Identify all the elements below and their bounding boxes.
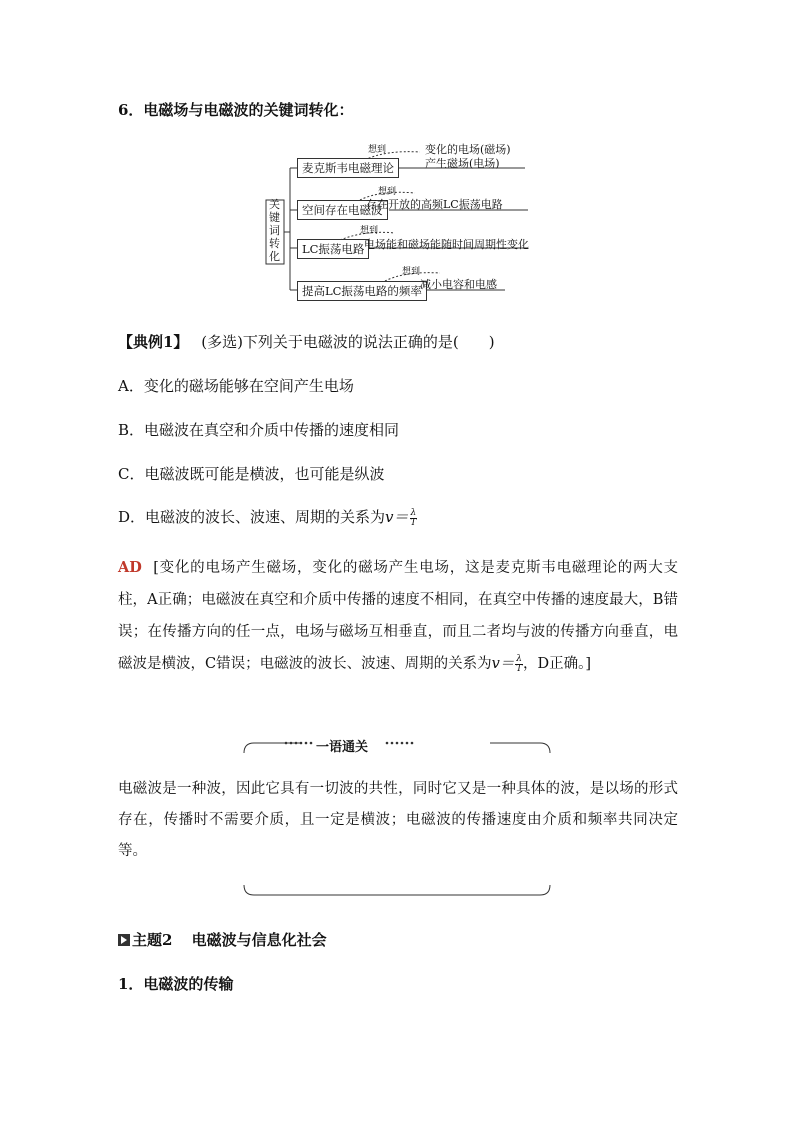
example-question <box>118 331 495 352</box>
section-6-heading: 6．电磁场与电磁波的关键词转化： <box>118 101 354 119</box>
explanation-formula: v＝ <box>491 656 515 672</box>
summary-title: 一语通关 <box>316 740 369 755</box>
option-b: B．电磁波在真空和介质中传播的速度相同 <box>118 421 400 439</box>
subsection-1-heading: 1．电磁波的传输 <box>118 975 234 993</box>
option-d-formula: v＝ <box>385 508 409 526</box>
play-icon <box>118 934 130 946</box>
mindmap-think-label: 想到 <box>368 145 387 155</box>
fraction-denominator: T <box>410 517 417 528</box>
answer-key: AD <box>118 559 142 576</box>
mindmap-think-label: 想到 <box>402 267 421 277</box>
summary-text: 电磁波是一种波，因此它具有一切波的共性，同时它又是一种具体的波，是以场的形式存在，传播时不需要介质，且一定是横波；电磁波的传播速度由介质和频率共同决定等。 <box>118 781 678 859</box>
explanation-text: [变化的电场产生磁场，变化的磁场产生电场，这是麦克斯韦电磁理论的两大支柱，A正确；电磁波在真空和介质中传播的速度不相同，在真空中传播的速度最大，B错误；在传播方向的任一点，电场与磁场互相垂直，而且二者均与波的传播方向垂直，电磁波是横波，C错误；电磁波的波长、波速、周期的关系为 <box>118 560 679 672</box>
option-a: A．变化的磁场能够在空间产生电场 <box>118 377 354 395</box>
mindmap-node-em-wave: 空间存在电磁波 <box>297 200 388 220</box>
mindmap-root: 关键词转化 <box>269 198 280 263</box>
explanation-tail: ，D正确。] <box>523 656 592 672</box>
option-d-text: D．电磁波的波长、波速、周期的关系为 <box>118 508 386 526</box>
mindmap-target: 产生磁场(电场) <box>425 157 500 170</box>
fraction-lambda-over-t <box>410 509 418 528</box>
answer-explanation <box>118 552 678 680</box>
topic-2-heading <box>118 929 327 950</box>
example-question-text: (多选)下列关于电磁波的说法正确的是( ) <box>201 333 495 351</box>
example-tag: 【典例1】 <box>118 333 189 351</box>
mindmap-target: 变化的电场(磁场) <box>425 143 511 156</box>
fraction-denominator: T <box>516 663 523 674</box>
mindmap-think-label: 想到 <box>378 187 397 197</box>
mindmap-node-lc: LC振荡电路 <box>297 239 369 259</box>
option-c: C．电磁波既可能是横波，也可能是纵波 <box>118 465 385 483</box>
mindmap-think-label: 想到 <box>360 226 379 236</box>
topic-2-title: 电磁波与信息化社会 <box>191 931 327 949</box>
mindmap-node-frequency: 提高LC振荡电路的频率 <box>297 281 427 301</box>
mindmap-node-maxwell: 麦克斯韦电磁理论 <box>297 158 399 178</box>
fraction-lambda-over-t <box>515 655 523 674</box>
topic-2-label: 主题2 <box>132 931 173 949</box>
mindmap-target: 存在开放的高频LC振荡电路 <box>366 198 503 211</box>
option-d <box>118 506 417 528</box>
fraction-numerator: λ <box>410 507 417 518</box>
mindmap-target: 减小电容和电感 <box>420 278 497 291</box>
mindmap-target: 电场能和磁场能随时间周期性变化 <box>364 238 529 251</box>
fraction-numerator: λ <box>516 653 523 664</box>
